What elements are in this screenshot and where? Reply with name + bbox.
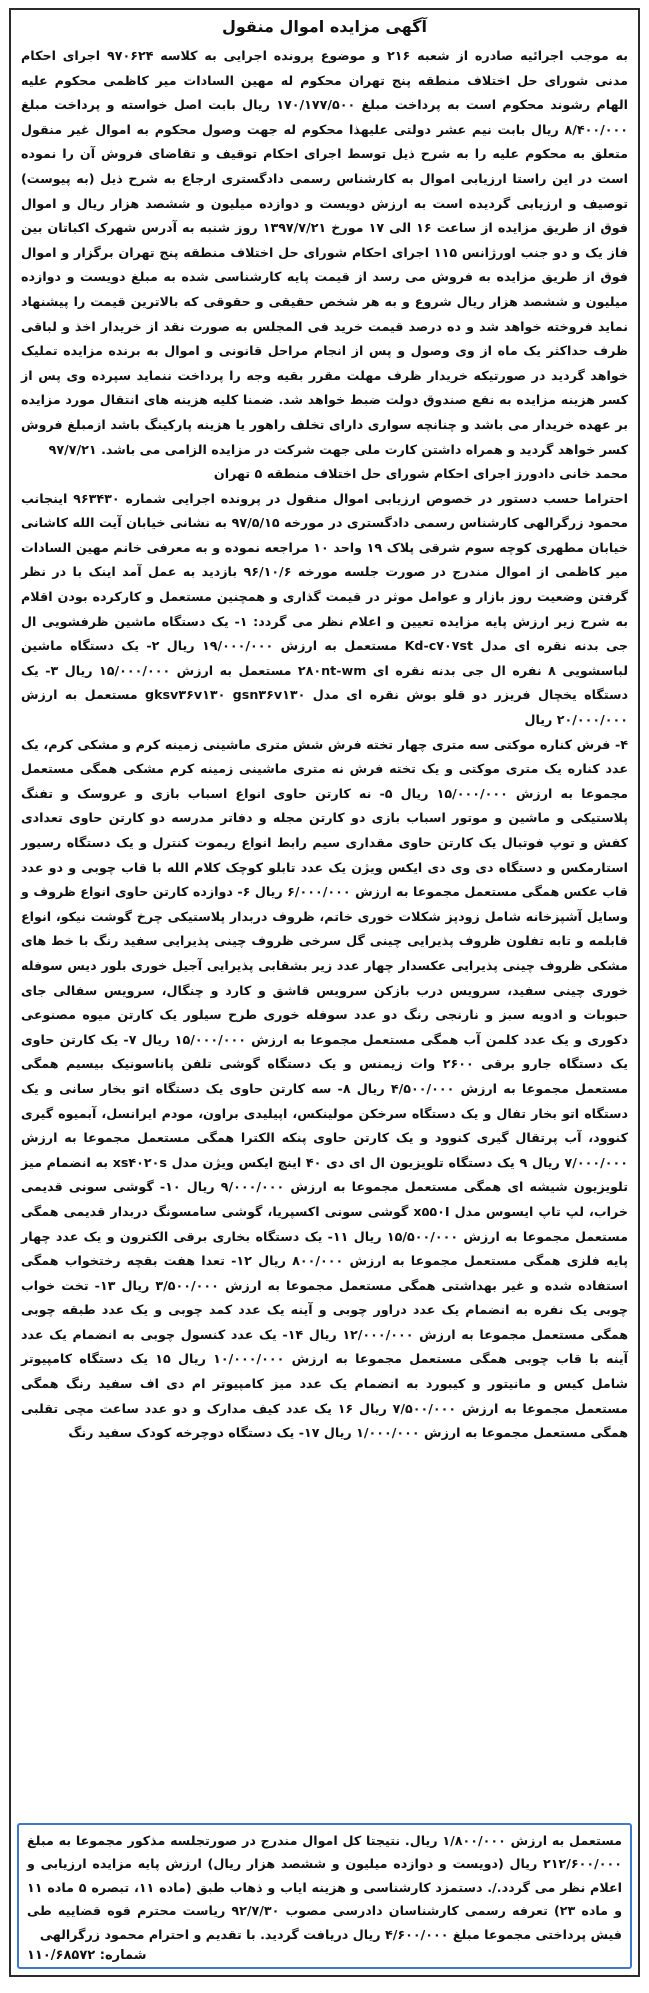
notice-title: آگهی مزایده اموال منقول (222, 17, 427, 36)
appraisal-report-intro: احتراما حسب دستور در خصوص ارزیابی اموال منقول در پرونده اجرایی شماره ۹۶۳۴۳۰ اینجانب محمود زرگرالهی کارشناس رسمی دادگستری در مورخه ۹۷/۵/۱۵ به نشانی خیابان آیت الله کاشانی خیابان مطهری کوچه سوم شرقی پلاک ۱۹ واحد ۱۰ مراجعه نموده و به معرفی خانم مهین السادات میر کاظمی از اموال مندرج در صورت جلسه مورخه ۹۶/۱۰/۶ بازدید به عمل آمد اینک با در نظر گرفتن وضعیت روز بازار و عوامل موثر در قیمت گذاری و همچنین مستعمل و کارکرده بودن اقلام به شرح زیر ارزش پایه مزایده تعیین و اعلام نظر می گردد: ۱- یک دستگاه ماشین ظرفشویی ال جی بدنه نقره ای مدل Kd-c۷۰۷st مستعمل به ارزش ۱۹/۰۰۰/۰۰۰ ریال ۲- یک دستگاه ماشین لباسشویی ۸ نفره ال جی بدنه نقره ای ۲۸۰nt-wm مستعمل به ارزش ۱۵/۰۰۰/۰۰۰ ریال ۳- یک دستگاه یخچال فریزر دو قلو بوش نقره ای مدل gksv۳۶v۱۳۰ gsn۳۶v۱۳۰ مستعمل به ارزش ۲۰/۰۰۰/۰۰۰ ریال (21, 490, 629, 728)
appraisal-summary-text: مستعمل به ارزش ۱/۸۰۰/۰۰۰ ریال. نتیجتا کل اموال مندرج در صورتجلسه مذکور مجموعا به مبلغ ۲۱۲/۶۰۰/۰۰۰ ریال (دویست و دوازده میلیون و ششصد هزار ریال) ارزش پایه مزایده ارزیابی و اعلام نظر می گردد./. دستمزد کارشناسی و هزینه ایاب و ذهاب طبق (ماده ۱۱، تبصره ۵ ماده ۱۱ و ماده ۲۳) تعرفه رسمی کارشناسان دادرسی مصوب ۹۲/۷/۳۰ ریاست محترم قوه قضاییه طی فیش پرداختی مجموعا مبلغ ۴/۶۰۰/۰۰۰ ریال دریافت گردید. با تقدیم و احترام محمود زرگرالهی (27, 1832, 623, 1942)
notice-signatory: محمد خانی دادورز اجرای احکام شورای حل اختلاف منطقه ۵ تهران (213, 466, 628, 482)
notice-number (27, 1948, 622, 1963)
auction-notice (9, 8, 640, 1977)
notice-number-label: شماره: (99, 1948, 147, 1963)
notice-number-value: ۱۱۰/۶۸۵۷۲ (27, 1948, 96, 1963)
appraisal-summary-box (17, 1823, 632, 1970)
notice-body-main: به موجب اجرائیه صادره از شعبه ۲۱۶ و موضوع پرونده اجرایی به کلاسه ۹۷۰۶۲۴ اجرای احکام مدنی شورای حل اختلاف منطقه پنج تهران محکوم له مهین السادات میر کاظمی محکوم علیه الهام رشوند محکوم است به پرداخت مبلغ ۱۷۰/۱۷۷/۵۰۰ ریال بابت اصل خواسته و پرداخت مبلغ ۸/۴۰۰/۰۰۰ ریال بابت نیم عشر دولتی علیهذا محکوم له جهت وصول محکوم به اموال غیر منقول متعلق به محکوم علیه را به شرح ذیل توسط اجرای احکام توقیف و تقاضای فروش آن را نموده است در این راستا ارزیابی اموال به کارشناس رسمی دادگستری ارجاع به شرح ذیل (به پیوست) توصیف و ارزیابی گردیده است به ارزش دویست و دوازده میلیون و ششصد هزار ریال و اموال فوق از طریق مزایده از ساعت ۱۶ الی ۱۷ مورخ ۱۳۹۷/۷/۲۱ روز شنبه به آدرس شهرک اکباتان بین فاز یک و دو جنب اورژانس ۱۱۵ اجرای احکام شورای حل اختلاف منطقه پنج تهران برگزار و اموال فوق از طریق مزایده به فروش می رسد از قیمت پایه کارشناسی شده به مبلغ دویست و دوازده میلیون و ششصد هزار ریال شروع و به هر شخص حقیقی و حقوقی که بالاترین قیمت را پیشنهاد نماید فروخته خواهد شد و ده درصد قیمت خرید فی المجلس به صورت نقد از خریدار اخذ و لباقی ظرف حداکثر یک ماه از وی وصول و پس از انجام مراحل قانونی و اموال به برنده مزایده تملیک خواهد گردید در صورتیکه خریدار ظرف مهلت مقرر بقیه وجه را پرداخت ننماید سپرده وی پس از کسر هزینه مزایده به نفع صندوق دولت ضبط خواهد شد. ضمنا کلیه هزینه های انتقال مورد مزایده بر عهده خریدار می باشد و چنانچه سواری دارای تخلف راهور یا هزینه پارکینگ باشد ازمبلغ فروش کسر خواهد گردید و همراه داشتن کارت ملی جهت شرکت در مزایده الزامی می باشد. ۹۷/۷/۲۱ (21, 48, 628, 457)
appraisal-items-list: ۴- فرش کناره موکتی سه متری چهار تخته فرش شش متری ماشینی زمینه کرم و مشکی کرم، یک عدد کناره یک متری موکتی و یک تخته فرش نه متری ماشینی زمینه کرم مشکی همگی مستعمل مجموعا به ارزش ۱۵/۰۰۰/۰۰۰ ریال ۵- نه کارتن حاوی انواع اسباب بازی و عروسک و تفنگ پلاستیکی و ماشین و موتور اسباب بازی دو کارتن مجله و دفاتر مدرسه دو کارتن حاوی تعدادی کفش و توپ فوتبال یک کارتن حاوی مقداری سیم رابط انواع ریموت کنترل و یک دستگاه رسیور استارمکس و دستگاه دی وی دی ایکس ویژن یک عدد تابلو کوچک کلام الله با قاب چوبی و دو عدد قاب عکس همگی مستعمل مجموعا به ارزش ۶/۰۰۰/۰۰۰ ریال ۶- دوازده کارتن حاوی انواع ظروف و وسایل آشپزخانه شامل زودپز شکلات خوری خاتم، ظروف دربدار پلاستیکی چرخ گوشت نیکو، انواع قابلمه و تابه تفلون ظروف پذیرایی چینی گل سرخی ظروف چینی پذیرایی سفید رنگ با خط های مشکی ظروف چینی پذیرایی عکسدار چهار عدد زیر بشقابی پذیرایی آجیل خوری بلور دیس سوفله خوری چینی سفید، سرویس درب بازکن سرویس قاشق و کارد و چنگال، سرویس سفالی جای حبوبات و ادویه سبز و نارنجی رنگ دو عدد سوفله خوری طرح سیلور یک کارتن میوه مصنوعی دکوری و یک عدد کلمن آب همگی مستعمل مجموعا به ارزش ۱۵/۰۰۰/۰۰۰ ریال ۷- یک کارتن حاوی یک دستگاه جارو برقی ۲۶۰۰ وات زیمنس و یک دستگاه گوشی تلفن پاناسونیک بیسیم همگی مستعمل مجموعا به ارزش ۴/۵۰۰/۰۰۰ ریال ۸- سه کارتن حاوی یک دستگاه اتو بخار سانی و یک دستگاه اتو بخار تفال و یک دستگاه سرخکن مولینکس، اپیلیدی براون، مودم ایرانسل، آبمیوه گیری کنوود، آب پرتقال گیری کنوود و یک کارتن حاوی پنکه الکترا همگی مستعمل مجموعا به ارزش ۷/۰۰۰/۰۰۰ ریال ۹ یک دستگاه تلویزیون ال ای دی ۴۰ اینچ ایکس ویژن مدل xs۴۰۲۰s به انضمام میز تلویزیون شیشه ای همگی مستعمل مجموعا به ارزش ۹/۰۰۰/۰۰۰ ریال ۱۰- گوشی سونی قدیمی خراب، لپ تاپ ایسوس مدل x۵۵۰I گوشی سونی اکسپریا، گوشی سامسونگ دربدار قدیمی همگی مستعمل مجموعا به ارزش ۱۵/۵۰۰/۰۰۰ ریال ۱۱- یک دستگاه بخاری برقی الکترون و یک عدد چهار پایه فلزی همگی مستعمل مجموعا به ارزش ۸۰۰/۰۰۰ ریال ۱۲- تعدا هفت بقچه رختخواب همگی استفاده شده و غیر بهداشتی همگی مستعمل مجموعا به ارزش ۳/۵۰۰/۰۰۰ ریال ۱۳- تخت خواب چوبی یک نفره به انضمام یک عدد دراور چوبی و آینه یک عدد کمد چوبی و یک عدد طبقه چوبی همگی مستعمل مجموعا به ارزش ۱۲/۰۰۰/۰۰۰ ریال ۱۴- یک عدد کنسول چوبی به انضمام یک عدد آینه با قاب چوبی همگی مستعمل مجموعا به ارزش ۱۰/۰۰۰/۰۰۰ ریال ۱۵ یک دستگاه کامپیوتر شامل کیس و مانیتور و کیبورد به انضمام یک عدد میز کامپیوتر ام دی اف سفید رنگ همگی مستعمل مجموعا به ارزش ۷/۵۰۰/۰۰۰ ریال ۱۶ یک عدد کیف مدارک و دو عدد ساعت مچی تقلبی همگی مستعمل مجموعا به ارزش ۱/۰۰۰/۰۰۰ ریال ۱۷- یک دستگاه دوچرخه کودک سفید رنگ (21, 736, 629, 1441)
